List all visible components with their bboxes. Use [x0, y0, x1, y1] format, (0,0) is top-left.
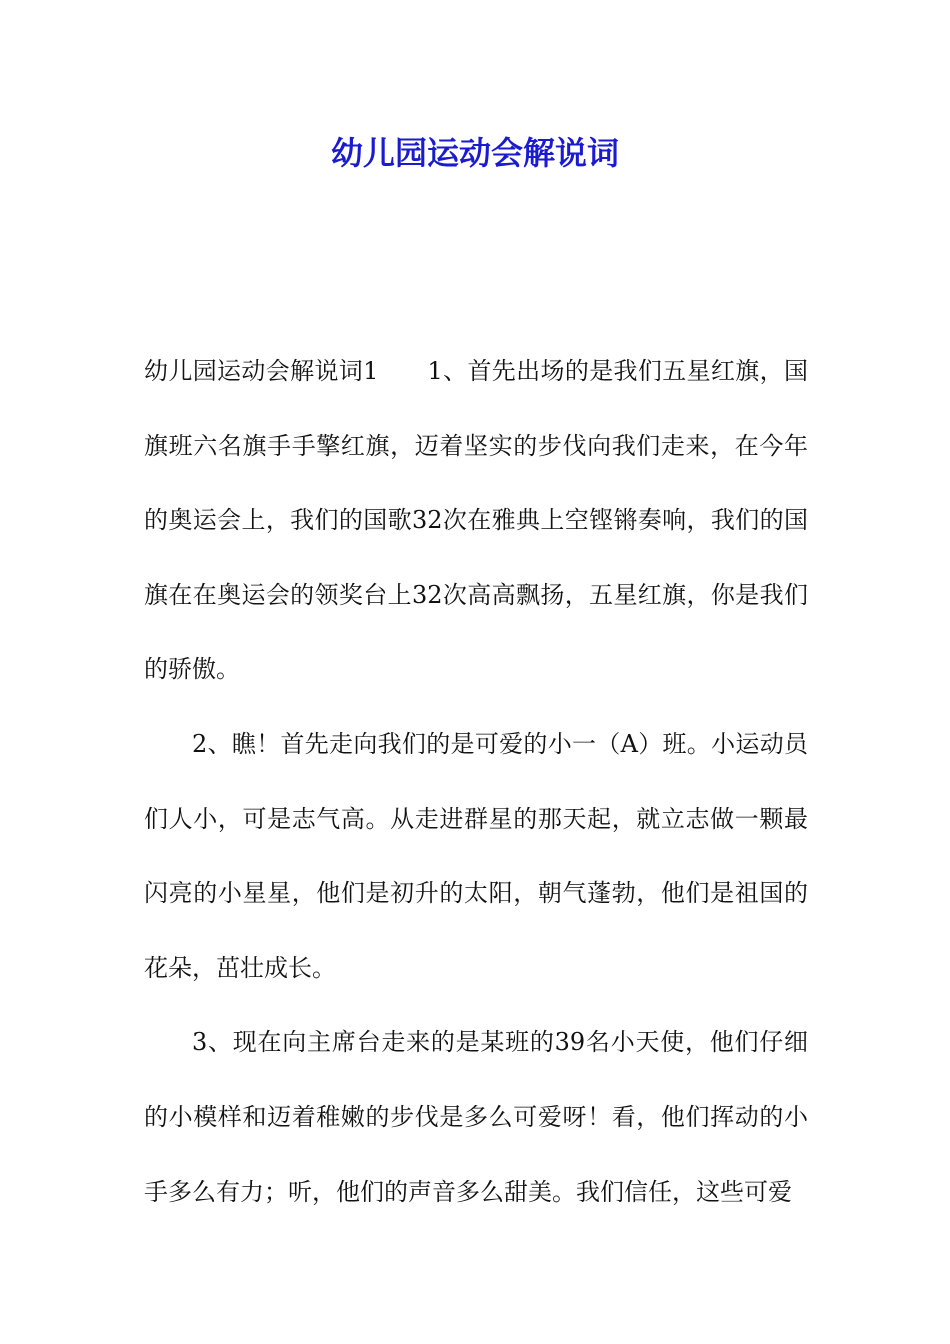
document-title: 幼儿园运动会解说词: [330, 134, 619, 172]
document-body: [144, 334, 808, 1229]
paragraph-2: 2、瞧！首先走向我们的是可爱的小一（A）班。小运动员们人小，可是志气高。从走进群星的那天起，就立志做一颗最闪亮的小星星，他们是初升的太阳，朝气蓬勃，他们是祖国的花朵，茁壮成长。: [144, 729, 808, 982]
paragraph-1: 幼儿园运动会解说词1 1、首先出场的是我们五星红旗，国旗班六名旗手手擎红旗，迈着坚实的步伐向我们走来，在今年的奥运会上，我们的国歌32次在雅典上空铿锵奏响，我们的国旗在在奥运会的领奖台上32次高高飘扬，五星红旗，你是我们的骄傲。: [144, 357, 808, 684]
paragraph-3: 3、现在向主席台走来的是某班的39名小天使，他们仔细的小模样和迈着稚嫩的步伐是多么可爱呀！看，他们挥动的小手多么有力；听，他们的声音多么甜美。我们信任，这些可爱: [144, 1028, 808, 1206]
